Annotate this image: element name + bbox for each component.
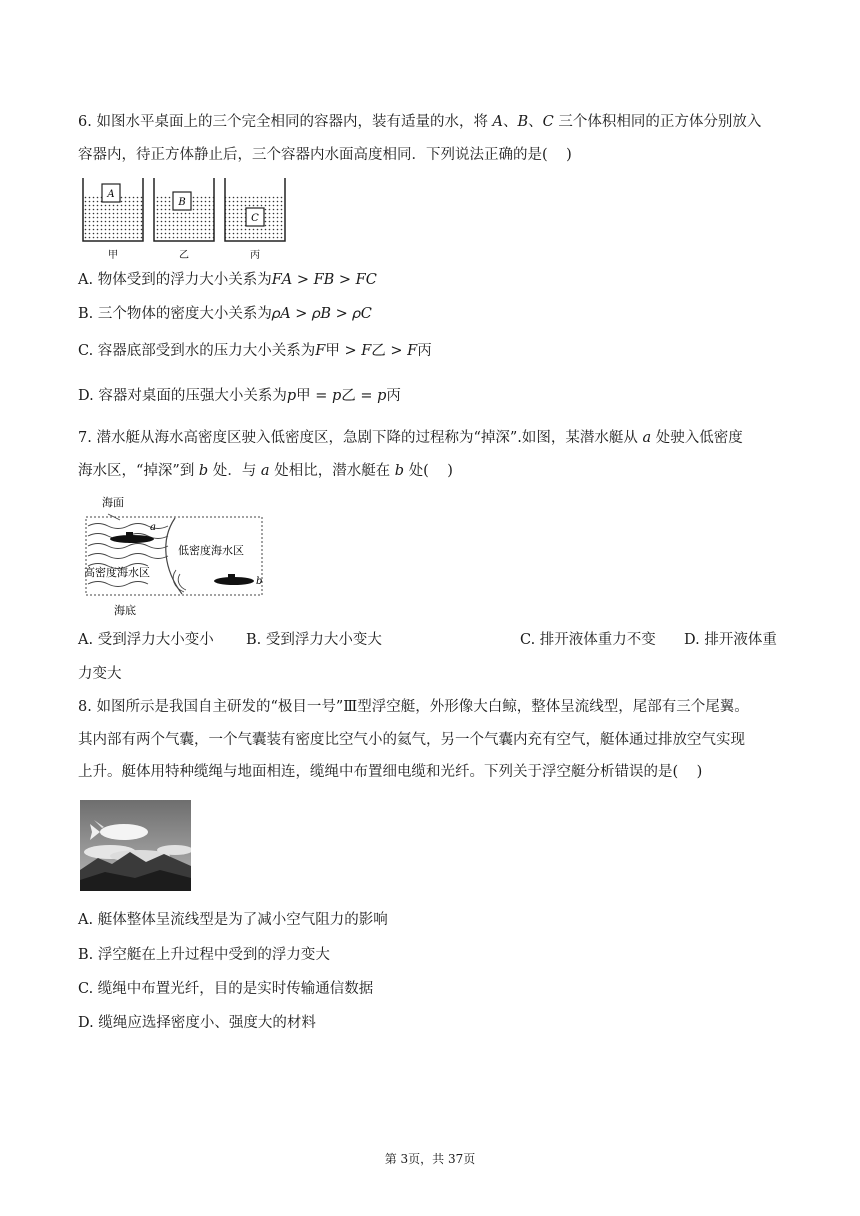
q6-stem-line2: 容器内，待正方体静止后，三个容器内水面高度相同．下列说法正确的是( ) bbox=[78, 147, 572, 163]
q8-option-d: D. 缆绳应选择密度小、强度大的材料 bbox=[78, 1015, 316, 1031]
cube-a-label: A bbox=[107, 189, 115, 200]
caption-bing: 丙 bbox=[250, 250, 260, 261]
q7-option-d: D. 排开液体重 bbox=[684, 632, 777, 648]
q7-option-d-cont: 力变大 bbox=[78, 666, 122, 682]
label-high-density: 高密度海水区 bbox=[84, 566, 150, 579]
q8-stem-line1: 8. 如图所示是我国自主研发的“极目一号”Ⅲ型浮空艇，外形像大白鲸，整体呈流线型，尾部有三个尾翼。 bbox=[78, 699, 749, 715]
q7-submarine-figure bbox=[80, 490, 270, 618]
caption-yi: 乙 bbox=[179, 250, 189, 261]
q6-option-a: A. 物体受到的浮力大小关系为𝐹𝐴 > 𝐹𝐵 > 𝐹𝐶 bbox=[78, 272, 377, 288]
q6-containers-figure bbox=[80, 176, 290, 266]
q7-stem-line2: 海水区，“掉深”到 𝑏 处．与 𝑎 处相比，潜水艇在 𝑏 处( ) bbox=[78, 463, 453, 479]
container-jia bbox=[83, 178, 143, 261]
q7-option-c: C. 排开液体重力不变 bbox=[520, 632, 656, 648]
container-yi bbox=[154, 178, 214, 261]
q8-option-c: C. 缆绳中布置光纤，目的是实时传输通信数据 bbox=[78, 981, 374, 997]
q6-option-d: D. 容器对桌面的压强大小关系为𝑝甲 = 𝑝乙 = 𝑝丙 bbox=[78, 388, 401, 404]
cube-c-label: C bbox=[251, 213, 259, 224]
submarine-a bbox=[110, 532, 154, 543]
q8-stem-line2: 其内部有两个气囊，一个气囊装有密度比空气小的氦气，另一个气囊内充有空气，艇体通过排放空气实现 bbox=[78, 732, 745, 748]
cube-b-label: B bbox=[178, 197, 186, 208]
q8-stem-line3: 上升。艇体用特种缆绳与地面相连，缆绳中布置细电缆和光纤。下列关于浮空艇分析错误的是( ) bbox=[78, 764, 703, 780]
container-bing bbox=[225, 178, 285, 261]
q6-option-b: B. 三个物体的密度大小关系为𝜌𝐴 > 𝜌𝐵 > 𝜌𝐶 bbox=[78, 306, 372, 322]
q8-option-b: B. 浮空艇在上升过程中受到的浮力变大 bbox=[78, 947, 330, 963]
q8-option-a: A. 艇体整体呈流线型是为了减小空气阻力的影响 bbox=[78, 912, 388, 928]
q7-option-b: B. 受到浮力大小变大 bbox=[246, 632, 382, 648]
label-b: b bbox=[256, 576, 263, 587]
label-low-density: 低密度海水区 bbox=[178, 544, 244, 557]
caption-jia: 甲 bbox=[108, 250, 118, 261]
q7-stem-line1: 7. 潜水艇从海水高密度区驶入低密度区，急剧下降的过程称为“掉深”.如图，某潜水艇从 𝑎 处驶入低密度 bbox=[78, 430, 743, 446]
q6-stem-line1: 6. 如图水平桌面上的三个完全相同的容器内，装有适量的水，将 𝐴、𝐵、𝐶 三个体积相同的正方体分别放入 bbox=[78, 114, 762, 130]
label-sea-bottom: 海底 bbox=[114, 604, 136, 617]
q8-airship-photo bbox=[80, 800, 191, 891]
page-footer: 第 3页，共 37页 bbox=[384, 1152, 476, 1166]
q6-option-c: C. 容器底部受到水的压力大小关系为𝐹甲 > 𝐹乙 > 𝐹丙 bbox=[78, 343, 432, 359]
label-sea-surface: 海面 bbox=[102, 496, 124, 509]
label-a: a bbox=[150, 522, 156, 533]
submarine-b bbox=[214, 574, 254, 585]
q7-option-a: A. 受到浮力大小变小 bbox=[78, 632, 214, 648]
